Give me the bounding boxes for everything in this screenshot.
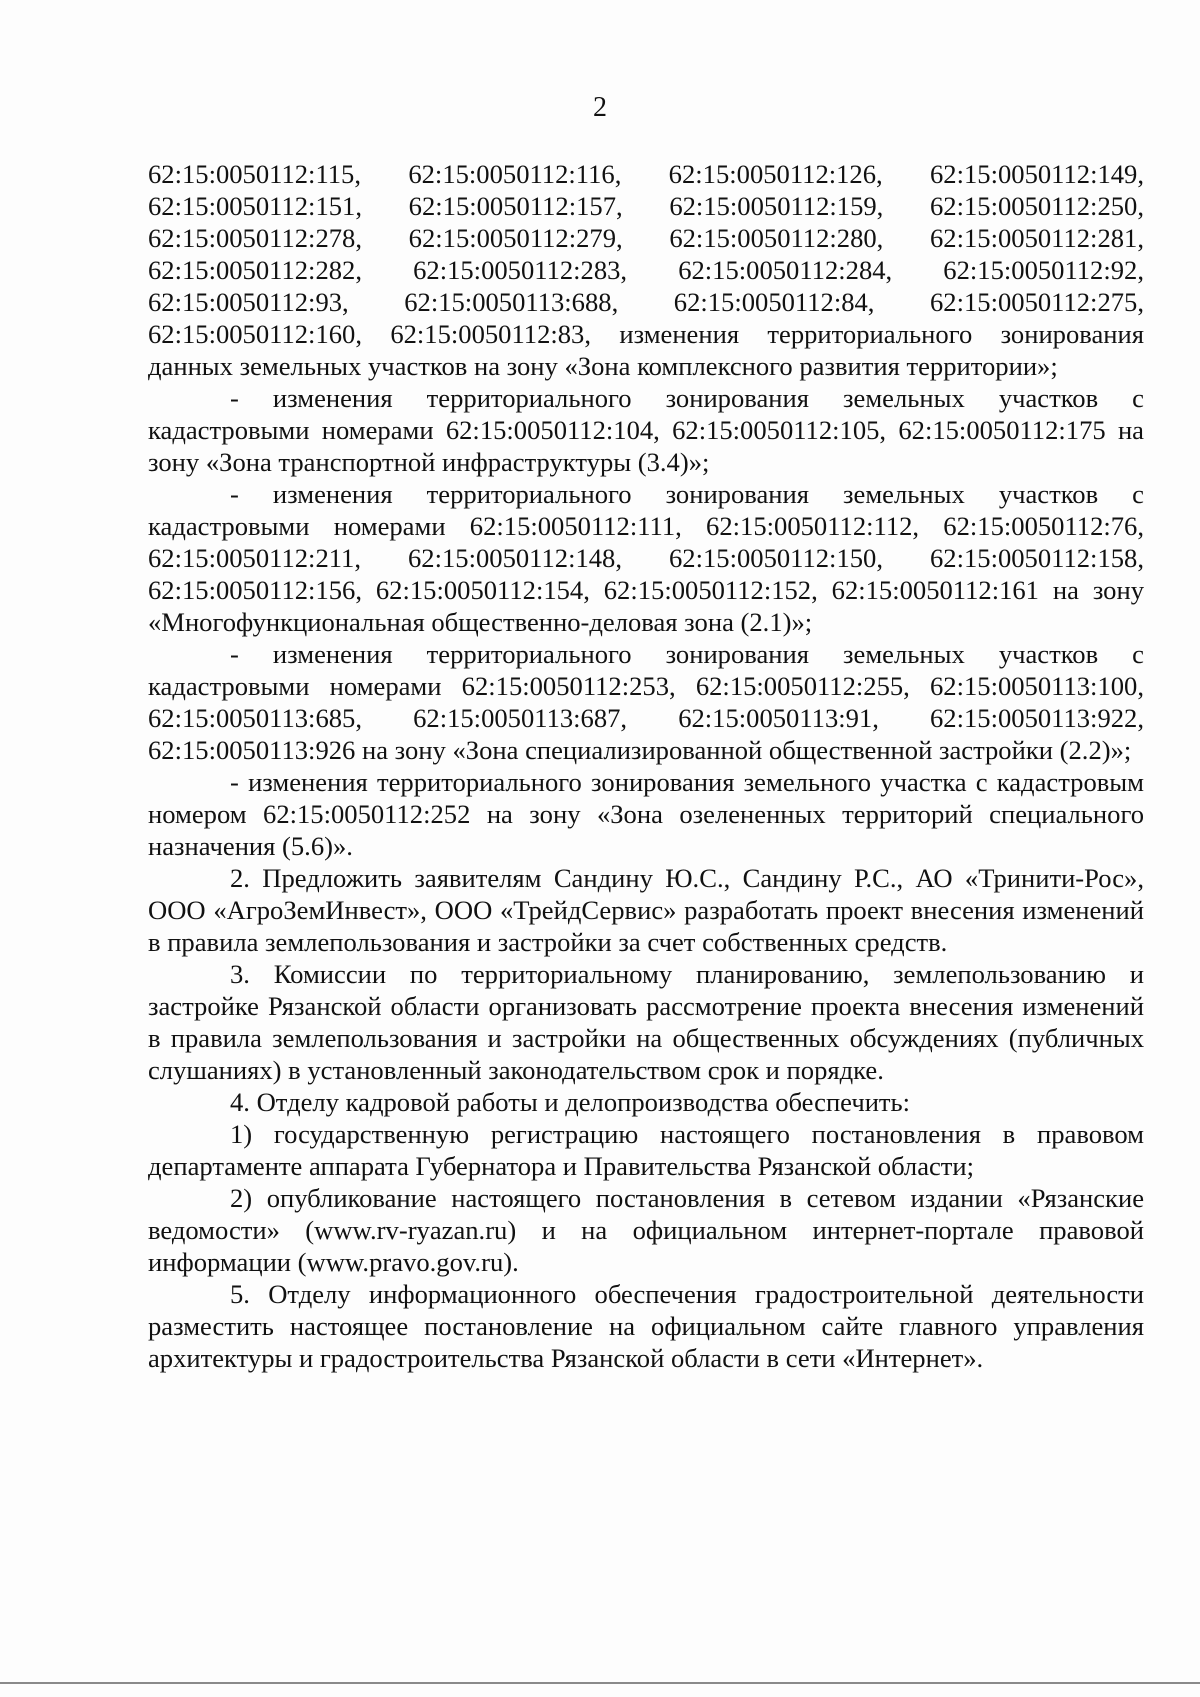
paragraph-item-4-2: 2) опубликование настоящего постановления в сетевом издании «Рязанские ведомости» (www.rv-ryazan.ru) и на официальном интернет-портале правовой информации (www.pravo.gov.ru). — [148, 1183, 1144, 1277]
paragraph-cadastral-list-complex-zone: 62:15:0050112:115, 62:15:0050112:116, 62:15:0050112:126, 62:15:0050112:149, 62:15:0050112:151, 62:15:0050112:157, 62:15:0050112:159, 62:15:0050112:250, 62:15:0050112:278, 62:15:0050112:279, 62:15:0050112:280, 62:15:0050112:281, 62:15:0050112:282, 62:15:0050112:283, 62:15:0050112:284, 62:15:0050112:92, 62:15:0050112:93, 62:15:0050113:688, 62:15:0050112:84, 62:15:0050112:275, 62:15:0050112:160, 62:15:0050112:83, изменения территориального зонирования данных земельных участков на зону «Зона комплексного развития территории»; — [148, 159, 1144, 381]
paragraph-specialized-zone: - изменения территориального зонирования земельных участков с кадастровыми номерами 62:15:0050112:253, 62:15:0050112:255, 62:15:0050113:100, 62:15:0050113:685, 62:15:0050113:687, 62:15:0050113:91, 62:15:0050113:922, 62:15:0050113:926 на зону «Зона специализированной общественной застройки (2.2)»; — [148, 639, 1144, 765]
paragraph-transport-zone: - изменения территориального зонирования земельных участков с кадастровыми номерами 62:15:0050112:104, 62:15:0050112:105, 62:15:0050112:175 на зону «Зона транспортной инфраструктуры (3.4)»; — [148, 383, 1144, 477]
paragraph-item-4-1: 1) государственную регистрацию настоящего постановления в правовом департаменте аппарата Губернатора и Правительства Рязанской области; — [148, 1119, 1144, 1181]
paragraph-item-3: 3. Комиссии по территориальному планированию, землепользованию и застройке Рязанской области организовать рассмотрение проекта внесения изменений в правила землепользования и застройки на общественных обсуждениях (публичных слушаниях) в установленный законодательством срок и порядке. — [148, 959, 1144, 1085]
paragraph-item-2: 2. Предложить заявителям Сандину Ю.С., Сандину Р.С., АО «Тринити-Рос», ООО «АгроЗемИнвест», ООО «ТрейдСервис» разработать проект внесения изменений в правила землепользования и застройки за счет собственных средств. — [148, 863, 1144, 957]
paragraph-green-zone: - изменения территориального зонирования земельного участка с кадастровым номером 62:15:0050112:252 на зону «Зона озелененных территорий специального назначения (5.6)». — [148, 767, 1144, 861]
page-number: 2 — [593, 92, 607, 123]
document-body — [148, 158, 1144, 1374]
scan-bottom-edge — [0, 1682, 1200, 1684]
paragraph-item-4: 4. Отделу кадровой работы и делопроизводства обеспечить: — [230, 1087, 911, 1117]
paragraph-item-5: 5. Отделу информационного обеспечения градостроительной деятельности разместить настоящее постановление на официальном сайте главного управления архитектуры и градостроительства Рязанской области в сети «Интернет». — [148, 1279, 1144, 1373]
paragraph-multifunctional-zone: - изменения территориального зонирования земельных участков с кадастровыми номерами 62:15:0050112:111, 62:15:0050112:112, 62:15:0050112:76, 62:15:0050112:211, 62:15:0050112:148, 62:15:0050112:150, 62:15:0050112:158, 62:15:0050112:156, 62:15:0050112:154, 62:15:0050112:152, 62:15:0050112:161 на зону «Многофункциональная общественно-деловая зона (2.1)»; — [148, 479, 1144, 637]
